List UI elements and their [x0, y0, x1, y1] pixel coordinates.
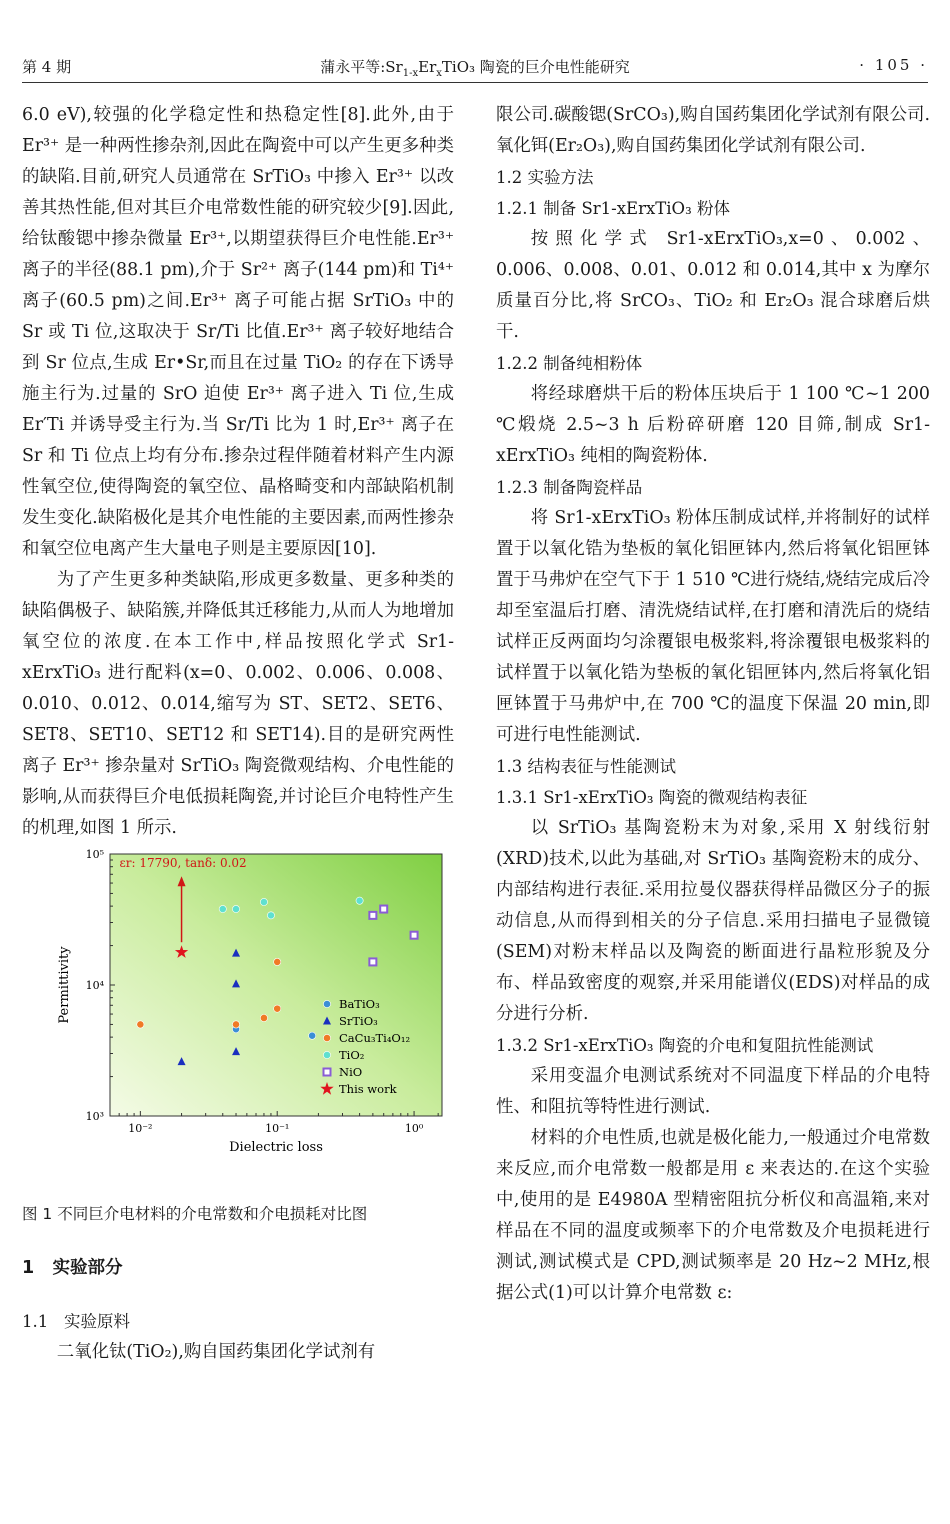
- data-point-tio: [356, 897, 363, 904]
- paragraph: 将 Sr1-xErxTiO₃ 粉体压制成试样,并将制好的试样置于以氧化锆为垫板的氧化铝匣钵内,然后将氧化铝匣钵置于马弗炉在空气下于 1 510 ℃进行烧结,烧结完成后冷却至室温后打磨、清洗烧结试样,在打磨和清洗后的烧结试样正反两面均匀涂覆银电极浆料,将涂覆银电极浆料的试样置于以氧化锆为垫板的氧化铝匣钵内,然后将氧化铝匣钵置于马弗炉中,在 700 ℃的温度下保温 20 min,即可进行电性能测试.: [496, 508, 930, 745]
- subsubsection-heading: 1.2.2 制备纯相粉体: [496, 354, 643, 373]
- data-point-nio: [380, 906, 387, 913]
- y-tick-label: 10⁵: [85, 848, 104, 861]
- y-axis-label: Permittivity: [57, 946, 72, 1024]
- x-tick-label: 10⁻¹: [265, 1122, 290, 1135]
- legend-marker: [323, 1051, 330, 1058]
- data-point-cacutio: [137, 1021, 144, 1028]
- data-point-nio: [369, 958, 376, 965]
- legend-marker: [324, 1069, 331, 1076]
- issue-number: 第 4 期: [22, 58, 72, 76]
- paragraph: 二氧化钛(TiO₂),购自国药集团化学试剂有: [56, 1342, 376, 1362]
- annotation-label: εr: 17790, tanδ: 0.02: [119, 856, 247, 871]
- subsection-heading: 1.2 实验方法: [496, 168, 594, 187]
- legend-label: This work: [339, 1082, 397, 1096]
- paragraph: 以 SrTiO₃ 基陶瓷粉末为对象,采用 X 射线衍射(XRD)技术,以此为基础,对 SrTiO₃ 基陶瓷粉末的成分、内部结构进行表征.采用拉曼仪器获得样品微区分子的振动信息,从而得到相关的分子信息.采用扫描电子显微镜(SEM)对粉末样品以及陶瓷的断面进行晶粒形貌及分布、样品致密度的观察,并采用能谱仪(EDS)对样品的成分进行分析.: [496, 818, 930, 1024]
- data-point-cacutio: [274, 958, 281, 965]
- paragraph: 限公司.碳酸锶(SrCO₃),购自国药集团化学试剂有限公司.氧化铒(Er₂O₃),购自国药集团化学试剂有限公司.: [496, 105, 930, 156]
- data-point-tio: [260, 898, 267, 905]
- x-tick-label: 10⁻²: [128, 1122, 153, 1135]
- x-tick-label: 10⁰: [404, 1122, 424, 1135]
- data-point-cacutio: [260, 1014, 267, 1021]
- paragraph: 按照化学式 Sr1-xErxTiO₃,x=0、0.002、0.006、0.008、0.01、0.012 和 0.014,其中 x 为摩尔质量百分比,将 SrCO₃、TiO₂ 和 Er₂O₃ 混合球磨后烘干.: [496, 229, 930, 342]
- data-point-nio: [411, 932, 418, 939]
- paragraph: 将经球磨烘干后的粉体压块后于 1 100 ℃~1 200 ℃煅烧 2.5~3 h 后粉碎研磨 120 目筛,制成 Sr1-xErxTiO₃ 纯相的陶瓷粉体.: [496, 384, 930, 466]
- left-column: [22, 100, 454, 1368]
- paragraph: 材料的介电性质,也就是极化能力,一般通过介电常数来反应,而介电常数一般都是用 ε 来表达的.在这个实验中,使用的是 E4980A 型精密阻抗分析仪和高温箱,来对样品在不同的温度或频率下的介电常数及介电损耗进行测试,测试模式是 CPD,测试频率是 20 Hz~2 MHz,根据公式(1)可以计算介电常数 ε:: [496, 1128, 930, 1303]
- data-point-tio: [267, 912, 274, 919]
- section-heading: 1 实验部分: [22, 1258, 123, 1278]
- subsection-heading: 1.3 结构表征与性能测试: [496, 757, 676, 776]
- data-point-batio: [309, 1032, 316, 1039]
- paragraph: 采用变温介电测试系统对不同温度下样品的介电特性、和阻抗等特性进行测试.: [496, 1066, 930, 1117]
- page-number: · 105 ·: [859, 56, 928, 74]
- data-point-tio: [232, 905, 239, 912]
- header-rule: [22, 82, 928, 83]
- right-column: [496, 100, 930, 1309]
- data-point-nio: [369, 912, 376, 919]
- subsubsection-heading: 1.2.3 制备陶瓷样品: [496, 478, 643, 497]
- legend-label: TiO₂: [339, 1048, 365, 1062]
- figure-1: [22, 844, 454, 1199]
- subsection-heading: 1.1 实验原料: [22, 1312, 130, 1331]
- data-point-cacutio: [274, 1005, 281, 1012]
- subsubsection-heading: 1.2.1 制备 Sr1-xErxTiO₃ 粉体: [496, 199, 730, 218]
- running-title: 蒲永平等$:Sr_{1-x}Er_xTiO_3$ 陶瓷的巨介电性能研究: [320, 58, 630, 79]
- legend-label: CaCu₃Ti₄O₁₂: [339, 1031, 411, 1045]
- subsubsection-heading: 1.3.2 Sr1-xErxTiO₃ 陶瓷的介电和复阻抗性能测试: [496, 1036, 874, 1055]
- legend-marker: [323, 1000, 330, 1007]
- legend-label: NiO: [339, 1065, 363, 1079]
- legend-marker: [323, 1034, 330, 1041]
- figure-caption: 图 1 不同巨介电材料的介电常数和介电损耗对比图: [22, 1205, 368, 1223]
- running-header: [22, 52, 928, 82]
- subsubsection-heading: 1.3.1 Sr1-xErxTiO₃ 陶瓷的微观结构表征: [496, 788, 808, 807]
- data-point-cacutio: [232, 1021, 239, 1028]
- paragraph: 6.0 eV),较强的化学稳定性和热稳定性[8].此外,由于 Er³⁺ 是一种两性掺杂剂,因此在陶瓷中可以产生更多种类的缺陷.目前,研究人员通常在 SrTiO₃ 中掺入 Er³⁺ 以改善其热性能,但对其巨介电常数性能的研究较少[9].因此,给钛酸锶中掺杂微量 Er³⁺,以期望获得巨介电性能.Er³⁺ 离子的半径(88.1 pm),介于 Sr²⁺ 离子(144 pm)和 Ti⁴⁺ 离子(60.5 pm)之间.Er³⁺ 离子可能占据 SrTiO₃ 中的 Sr 或 Ti 位,这取决于 Sr/Ti 比值.Er³⁺ 离子较好地结合到 Sr 位点,生成 Er•Sr,而且在过量 TiO₂ 的存在下诱导施主行为.过量的 SrO 迫使 Er³⁺ 离子进入 Ti 位,生成 Er′Ti 并诱导受主行为.当 Sr/Ti 比为 1 时,Er³⁺ 离子在 Sr 和 Ti 位点上均有分布.掺杂过程伴随着材料产生内源性氧空位,使得陶瓷的氧空位、晶格畸变和内部缺陷机制发生变化.缺陷极化是其介电性能的主要因素,而两性掺杂和氧空位电离产生大量电子则是主要原因[10].: [22, 105, 454, 559]
- scatter-chart: [22, 844, 454, 1199]
- legend-label: BaTiO₃: [339, 997, 380, 1011]
- data-point-tio: [219, 905, 226, 912]
- legend-label: SrTiO₃: [339, 1014, 378, 1028]
- plot-area: [110, 854, 442, 1116]
- y-tick-label: 10³: [85, 1110, 104, 1123]
- y-tick-label: 10⁴: [85, 979, 104, 992]
- x-axis-label: Dielectric loss: [229, 1140, 323, 1155]
- paragraph: 为了产生更多种类缺陷,形成更多数量、更多种类的缺陷偶极子、缺陷簇,并降低其迁移能力,从而人为地增加氧空位的浓度.在本工作中,样品按照化学式 Sr1-xErxTiO₃ 进行配料(x=0、0.002、0.006、0.008、0.010、0.012、0.014,缩写为 ST、SET2、SET6、SET8、SET10、SET12 和 SET14).目的是研究两性离子 Er³⁺ 掺杂量对 SrTiO₃ 陶瓷微观结构、介电性能的影响,从而获得巨介电低损耗陶瓷,并讨论巨介电特性产生的机理,如图 1 所示.: [22, 570, 454, 838]
